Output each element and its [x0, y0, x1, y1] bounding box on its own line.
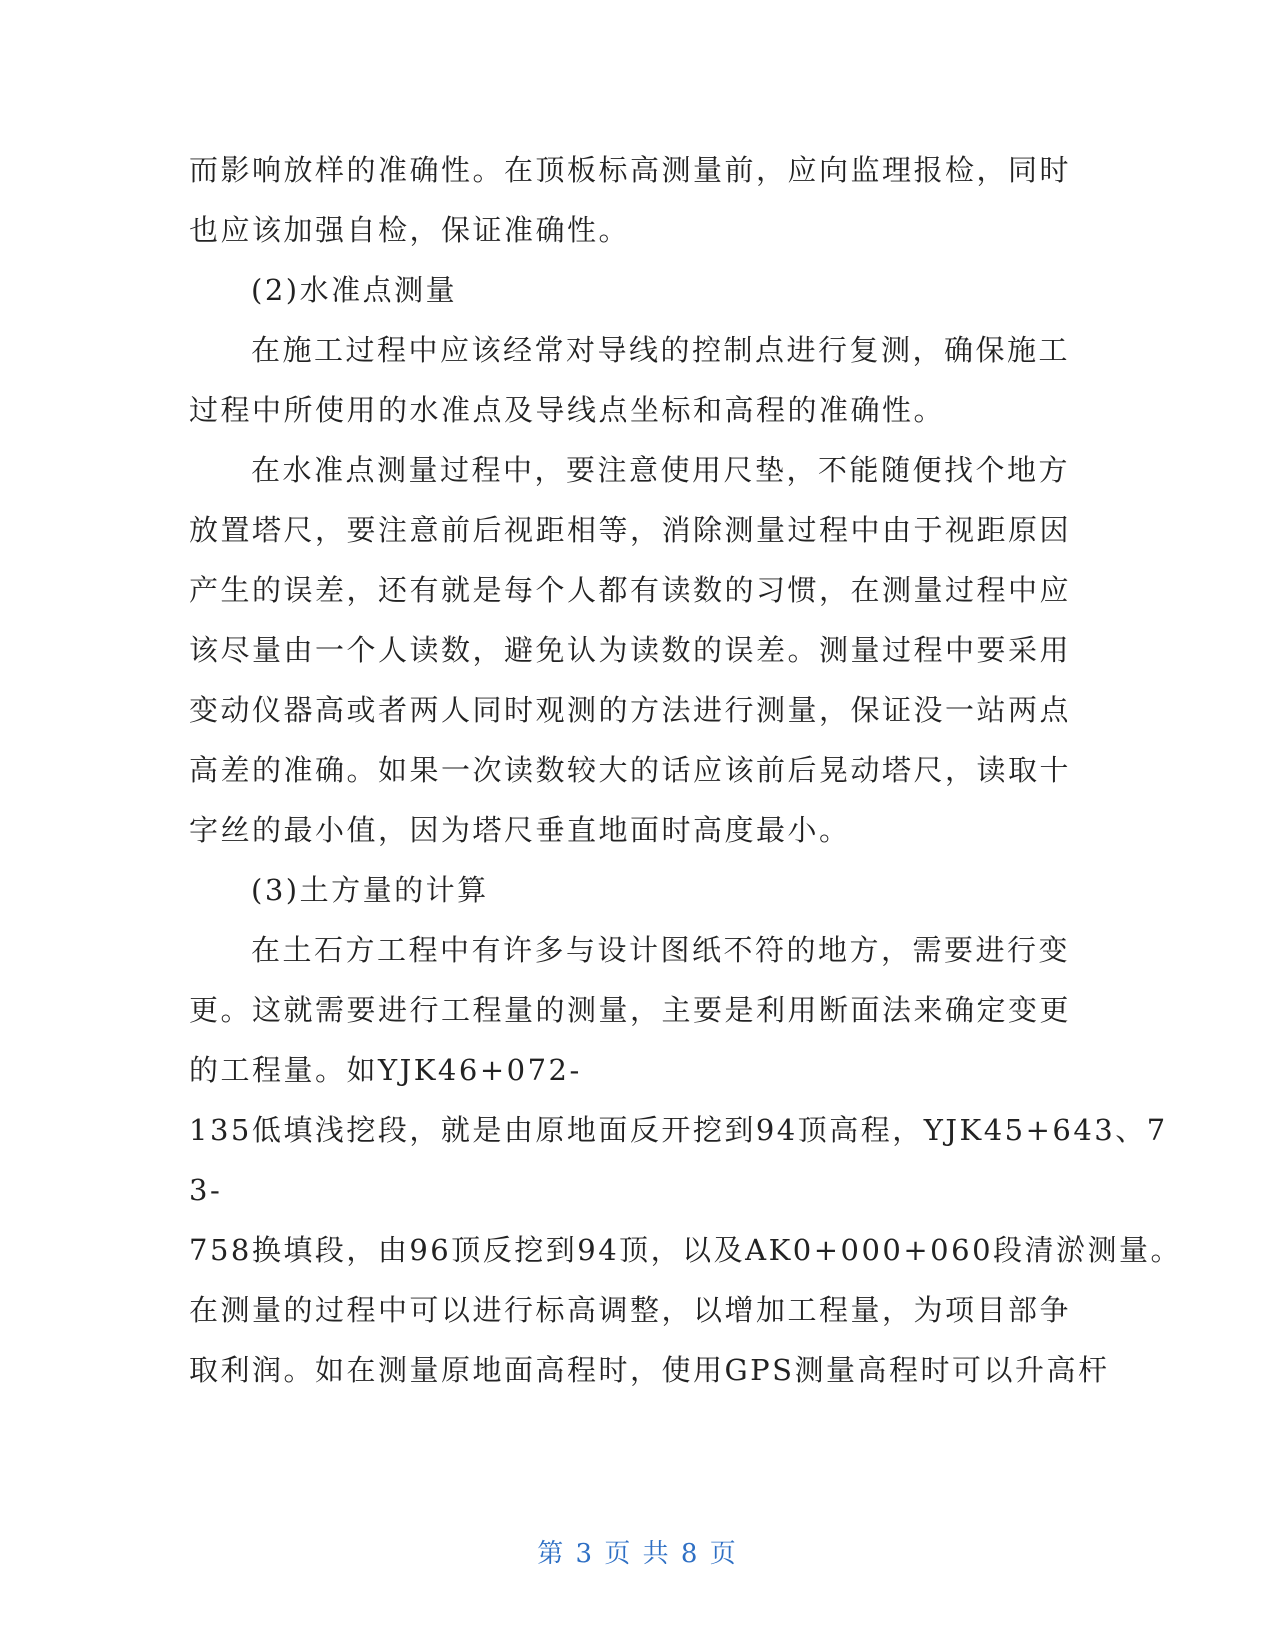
text-line: 字丝的最小值，因为塔尺垂直地面时高度最小。	[189, 813, 851, 847]
text-line: 在施工过程中应该经常对导线的控制点进行复测，确保施工	[251, 333, 1071, 367]
text-line: 758换填段，由96顶反挖到94顶，以及AK0+000+060段清淤测量。	[189, 1233, 1183, 1267]
body-text	[189, 140, 1183, 1400]
text-line: 更。这就需要进行工程量的测量，主要是利用断面法来确定变更	[189, 993, 1072, 1027]
text-line: 在土石方工程中有许多与设计图纸不符的地方，需要进行变	[251, 933, 1071, 967]
text-line: 产生的误差，还有就是每个人都有读数的习惯，在测量过程中应	[189, 573, 1072, 607]
text-line: 在测量的过程中可以进行标高调整，以增加工程量，为项目部争	[189, 1293, 1072, 1327]
text-line: 取利润。如在测量原地面高程时，使用GPS测量高程时可以升高杆	[189, 1353, 1110, 1387]
text-line: 也应该加强自检，保证准确性。	[189, 213, 631, 247]
text-line: (2)水准点测量	[251, 273, 458, 307]
text-line: 3-	[189, 1173, 223, 1207]
text-line: (3)土方量的计算	[251, 873, 489, 907]
text-line: 而影响放样的准确性。在顶板标高测量前，应向监理报检，同时	[189, 153, 1072, 187]
text-line: 过程中所使用的水准点及导线点坐标和高程的准确性。	[189, 393, 946, 427]
text-line: 135低填浅挖段，就是由原地面反开挖到94顶高程，YJK45+643、7	[189, 1113, 1168, 1147]
text-line: 变动仪器高或者两人同时观测的方法进行测量，保证没一站两点	[189, 693, 1072, 727]
text-line: 的工程量。如YJK46+072-	[189, 1053, 582, 1087]
page-footer: 第 3 页 共 8 页	[537, 1539, 738, 1569]
text-line: 在水准点测量过程中，要注意使用尺垫，不能随便找个地方	[251, 453, 1071, 487]
text-line: 放置塔尺，要注意前后视距相等，消除测量过程中由于视距原因	[189, 513, 1072, 547]
text-line: 该尽量由一个人读数，避免认为读数的误差。测量过程中要采用	[189, 633, 1072, 667]
text-line: 高差的准确。如果一次读数较大的话应该前后晃动塔尺，读取十	[189, 753, 1072, 787]
